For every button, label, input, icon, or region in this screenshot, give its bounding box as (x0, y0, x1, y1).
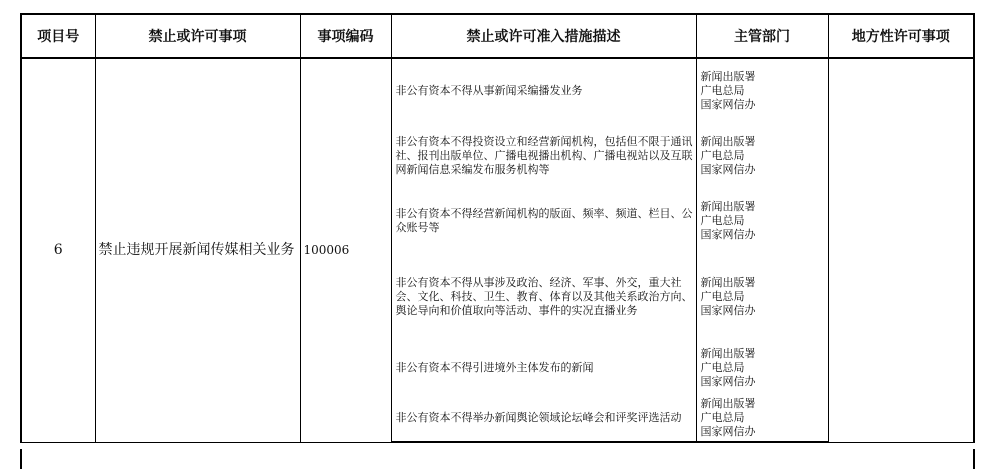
header-measure-desc: 禁止或许可准入措施描述 (391, 14, 696, 58)
local-permit-cell (828, 58, 974, 442)
header-local-permit: 地方性许可事项 (828, 14, 974, 58)
department-name: 新闻出版署 (700, 135, 756, 148)
permit-table (20, 13, 975, 443)
department-name: 广电总局 (700, 290, 745, 303)
department-name: 广电总局 (700, 214, 745, 227)
header-department: 主管部门 (696, 14, 828, 58)
department-list (696, 253, 828, 341)
measure-description: 非公有资本不得从事涉及政治、经济、军事、外交，重大社会、文化、科技、卫生、教育、体育以及其他关系政治方向、舆论导向和价值取向等活动、事件的实况直播业务 (391, 253, 696, 341)
measure-description: 非公有资本不得举办新闻舆论领域论坛峰会和评奖评选活动 (391, 395, 696, 442)
department-name: 国家网信办 (700, 375, 756, 388)
department-name: 国家网信办 (700, 228, 756, 241)
department-name: 新闻出版署 (700, 397, 756, 410)
department-name: 新闻出版署 (700, 276, 756, 289)
department-list (696, 341, 828, 395)
next-row-frame (20, 449, 975, 469)
table-row (21, 58, 974, 123)
department-name: 广电总局 (700, 149, 745, 162)
department-list (696, 123, 828, 189)
department-name: 国家网信办 (700, 163, 756, 176)
department-name: 广电总局 (700, 84, 745, 97)
measure-description: 非公有资本不得从事新闻采编播发业务 (391, 58, 696, 123)
department-name: 新闻出版署 (700, 347, 756, 360)
department-name: 新闻出版署 (700, 200, 756, 213)
department-name: 广电总局 (700, 411, 745, 424)
department-name: 新闻出版署 (700, 70, 756, 83)
measure-description: 非公有资本不得经营新闻机构的版面、频率、频道、栏目、公众账号等 (391, 189, 696, 253)
header-item-no: 项目号 (21, 14, 95, 58)
header-item-name: 禁止或许可事项 (95, 14, 300, 58)
measure-description: 非公有资本不得引进境外主体发布的新闻 (391, 341, 696, 395)
item-name: 禁止违规开展新闻传媒相关业务 (95, 58, 300, 442)
department-list (696, 189, 828, 253)
department-name: 国家网信办 (700, 304, 756, 317)
department-name: 广电总局 (700, 361, 745, 374)
item-number: 6 (21, 58, 95, 442)
department-name: 国家网信办 (700, 98, 756, 111)
item-code: 100006 (300, 58, 391, 442)
measure-description: 非公有资本不得投资设立和经营新闻机构，包括但不限于通讯社、报刊出版单位、广播电视播出机构、广播电视站以及互联网新闻信息采编发布服务机构等 (391, 123, 696, 189)
department-list (696, 58, 828, 123)
department-list (696, 395, 828, 442)
header-row (21, 14, 974, 58)
department-name: 国家网信办 (700, 425, 756, 438)
header-item-code: 事项编码 (300, 14, 391, 58)
